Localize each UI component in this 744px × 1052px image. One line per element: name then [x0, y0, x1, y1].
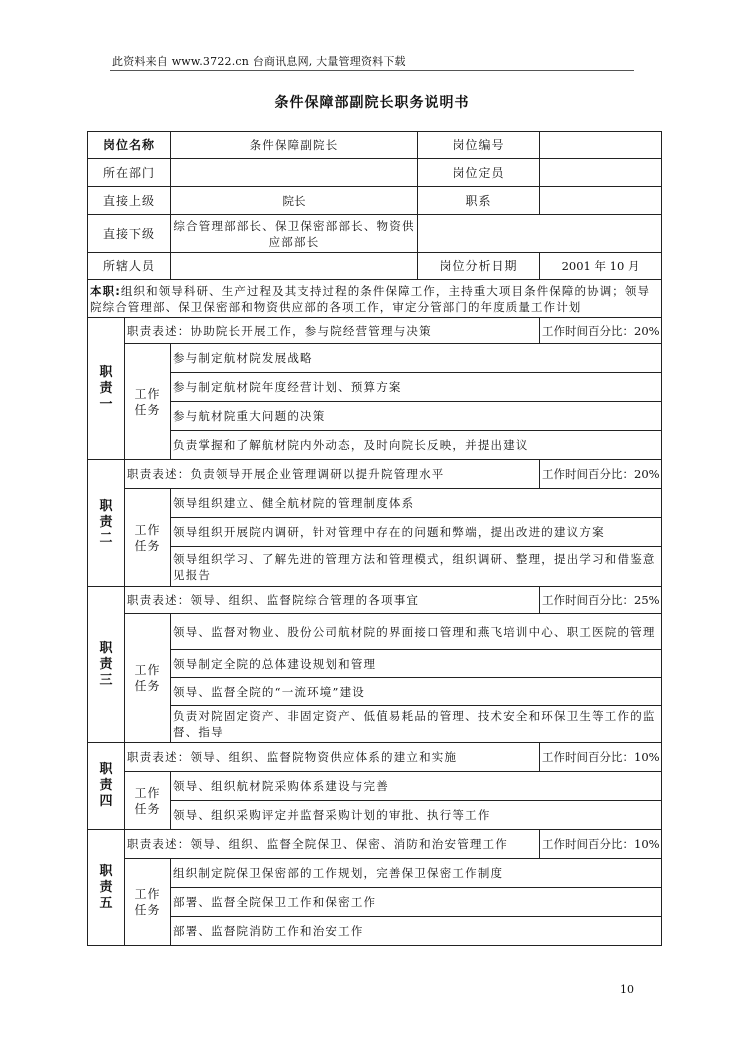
summary-cell [88, 280, 662, 318]
duty-3-statement-row [88, 587, 662, 614]
duty-1-statement-row [88, 318, 662, 344]
duty-1-statement: 职责表述：协助院长开展工作，参与院经营管理与决策 [125, 318, 540, 344]
duty-4-task-row [88, 772, 662, 801]
duty-2-statement: 职责表述：负责领导开展企业管理调研以提升院管理水平 [125, 460, 540, 489]
duty-2-task-label-text: 工作任务 [134, 522, 161, 553]
duty-3-task-row [88, 650, 662, 678]
duty-4-statement-row [88, 743, 662, 772]
header-rule [110, 70, 634, 71]
department-label: 所在部门 [88, 159, 171, 187]
duty-3-percent: 工作时间百分比：25% [540, 587, 662, 614]
position-name-label: 岗位名称 [88, 132, 171, 159]
duty-3-task-label-text: 工作任务 [134, 663, 161, 693]
duty-2-task-row [88, 489, 662, 518]
duty-1-percent: 工作时间百分比：20% [540, 318, 662, 344]
duty-1-name [88, 318, 125, 460]
duty-5-percent: 工作时间百分比：10% [540, 830, 662, 859]
row-summary [88, 280, 662, 318]
duty-1-name-text: 职责一 [99, 364, 113, 412]
duty-4-task-label [125, 772, 171, 830]
duty-3-task-row [88, 678, 662, 706]
duty-2-task-1: 领导组织建立、健全航材院的管理制度体系 [171, 489, 662, 518]
duty-5-task-3: 部署、监督院消防工作和治安工作 [171, 917, 662, 946]
duty-1-task-4: 负责掌握和了解航材院内外动态，及时向院长反映，并提出建议 [171, 431, 662, 460]
document-title: 条件保障部副院长职务说明书 [274, 95, 470, 111]
duty-3-name [88, 587, 125, 743]
duty-5-task-1: 组织制定院保卫保密部的工作规划，完善保卫保密工作制度 [171, 859, 662, 888]
duty-2-statement-row [88, 460, 662, 489]
relation-label: 职系 [418, 187, 540, 215]
headcount-value [540, 159, 662, 187]
duty-1-task-label-text: 工作任务 [134, 386, 161, 417]
headcount-label: 岗位定员 [418, 159, 540, 187]
duty-2-task-row [88, 518, 662, 547]
duty-4-task-1: 领导、组织航材院采购体系建设与完善 [171, 772, 662, 801]
duty-5-task-row [88, 917, 662, 946]
duty-5-name-text: 职责五 [99, 863, 113, 911]
duty-5-task-row [88, 888, 662, 917]
duty-1-task-1: 参与制定航材院发展战略 [171, 344, 662, 373]
duty-2-task-row [88, 547, 662, 587]
duty-3-task-1: 领导、监督对物业、股份公司航材院的界面接口管理和燕飞培训中心、职工医院的管理 [171, 614, 662, 650]
duty-4-task-label-text: 工作任务 [134, 785, 161, 816]
duty-4-name-text: 职责四 [99, 762, 113, 809]
duty-1-task-row [88, 373, 662, 402]
duty-1-task-row [88, 402, 662, 431]
duty-1-task-2: 参与制定航材院年度经营计划、预算方案 [171, 373, 662, 402]
duty-3-task-2: 领导制定全院的总体建设规划和管理 [171, 650, 662, 678]
source-header-text: 此资料来自 www.3722.cn 台商讯息网, 大量管理资料下载 [112, 55, 406, 68]
duty-3-task-3: 领导、监督全院的“一流环境”建设 [171, 678, 662, 706]
duty-3-task-label [125, 614, 171, 743]
duty-4-task-row [88, 801, 662, 830]
position-code-value [540, 132, 662, 159]
summary-text: 组织和领导科研、生产过程及其支持过程的条件保障工作，主持重大项目条件保障的协调；领导院综合管理部、保卫保密部和物资供应部的各项工作，审定分管部门的年度质量工作计划 [90, 283, 651, 314]
subordinate-value: 综合管理部部长、保卫保密部部长、物资供应部部长 [171, 215, 418, 253]
duty-5-statement-row [88, 830, 662, 859]
duty-3-name-text: 职责三 [99, 640, 113, 688]
row-subordinate [88, 215, 662, 253]
duty-2-name [88, 460, 125, 587]
duty-1-task-label [125, 344, 171, 460]
duty-4-name [88, 743, 125, 830]
summary-label: 本职: [90, 283, 121, 298]
job-description-table [87, 131, 662, 946]
analysis-date-value: 2001 年 10 月 [540, 253, 662, 280]
duty-4-task-2: 领导、组织采购评定并监督采购计划的审批、执行等工作 [171, 801, 662, 830]
duty-3-task-row [88, 706, 662, 743]
duty-5-statement: 职责表述：领导、组织、监督全院保卫、保密、消防和治安管理工作 [125, 830, 540, 859]
position-code-label: 岗位编号 [418, 132, 540, 159]
subordinate-blank [418, 215, 662, 253]
duty-1-task-3: 参与航材院重大问题的决策 [171, 402, 662, 431]
row-department [88, 159, 662, 187]
staff-value [171, 253, 418, 280]
duty-3-statement: 职责表述：领导、组织、监督院综合管理的各项事宜 [125, 587, 540, 614]
row-staff [88, 253, 662, 280]
duty-1-task-row [88, 431, 662, 460]
analysis-date-label: 岗位分析日期 [418, 253, 540, 280]
position-name-value: 条件保障副院长 [171, 132, 418, 159]
duty-1-task-row [88, 344, 662, 373]
duty-4-statement: 职责表述：领导、组织、监督院物资供应体系的建立和实施 [125, 743, 540, 772]
superior-value: 院长 [171, 187, 418, 215]
duty-5-task-2: 部署、监督全院保卫工作和保密工作 [171, 888, 662, 917]
duty-5-task-label-text: 工作任务 [134, 887, 161, 917]
page-number: 10 [620, 983, 634, 996]
staff-label: 所辖人员 [88, 253, 171, 280]
duty-5-task-label [125, 859, 171, 946]
duty-3-task-4: 负责对院固定资产、非固定资产、低值易耗品的管理、技术安全和环保卫生等工作的监督、指导 [171, 706, 662, 743]
duty-5-name [88, 830, 125, 946]
duty-2-task-2: 领导组织开展院内调研，针对管理中存在的问题和弊端，提出改进的建议方案 [171, 518, 662, 547]
row-superior [88, 187, 662, 215]
duty-4-percent: 工作时间百分比：10% [540, 743, 662, 772]
duty-3-task-row [88, 614, 662, 650]
department-value [171, 159, 418, 187]
duty-2-name-text: 职责二 [99, 499, 113, 546]
duty-2-task-3: 领导组织学习、了解先进的管理方法和管理模式，组织调研、整理，提出学习和借鉴意见报告 [171, 547, 662, 587]
duty-2-task-label [125, 489, 171, 587]
subordinate-label: 直接下级 [88, 215, 171, 253]
duty-5-task-row [88, 859, 662, 888]
relation-value [540, 187, 662, 215]
duty-2-percent: 工作时间百分比：20% [540, 460, 662, 489]
superior-label: 直接上级 [88, 187, 171, 215]
row-position-name [88, 132, 662, 159]
